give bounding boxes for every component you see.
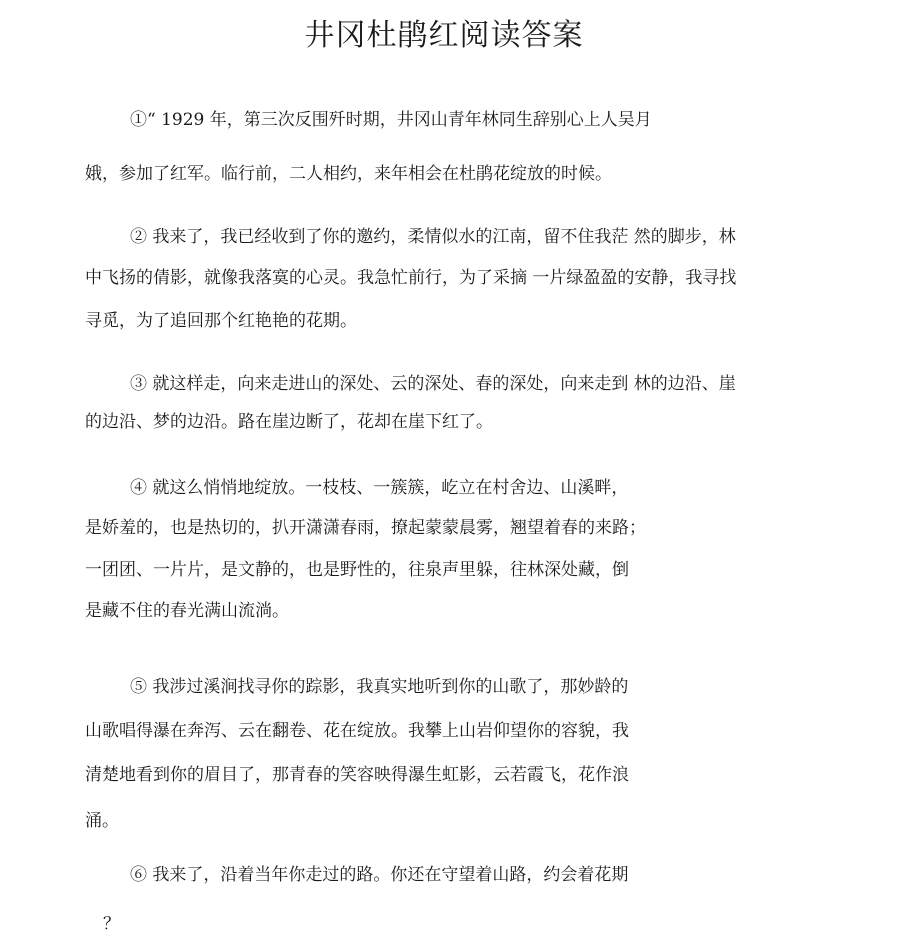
text-line: ①“ 1929 年，第三次反围歼时期，井冈山青年林同生辞别心上人吴月 [130, 110, 652, 130]
text-line: 清楚地看到你的眉目了，那青春的笑容映得瀑生虹影，云若霞飞，花作浪 [85, 765, 629, 785]
text-line: 的边沿、梦的边沿。路在崖边断了，花却在崖下红了。 [85, 412, 493, 432]
text-line: ③ 就这样走，向来走进山的深处、云的深处、春的深处，向来走到 林的边沿、崖 [130, 374, 736, 394]
text-line: 涌。 [85, 811, 119, 831]
page-title: 井冈杜鹃红阅读答案 [304, 18, 584, 53]
text-line: 一团团、一片片，是文静的，也是野性的，往泉声里躲，往林深处藏，倒 [85, 560, 629, 580]
text-line: 中飞扬的倩影，就像我落寞的心灵。我急忙前行，为了采摘 一片绿盈盈的安静，我寻找 [85, 268, 737, 288]
text-line: ② 我来了，我已经收到了你的邀约，柔情似水的江南，留不住我茫 然的脚步，林 [130, 227, 736, 247]
text-line: 是藏不住的春光满山流淌。 [85, 601, 289, 621]
text-line: 娥，参加了红军。临行前，二人相约，来年相会在杜鹃花绽放的时候。 [85, 164, 612, 184]
text-line: ⑤ 我涉过溪涧找寻你的踪影，我真实地听到你的山歌了，那妙龄的 [130, 677, 629, 697]
text-line: ④ 就这么悄悄地绽放。一枝枝、一簇簇，屹立在村舍边、山溪畔， [130, 478, 629, 498]
text-line: ？ [103, 914, 120, 934]
text-line: 山歌唱得瀑在奔泻、云在翻卷、花在绽放。我攀上山岩仰望你的容貌，我 [85, 721, 629, 741]
text-line: 是娇羞的，也是热切的，扒开潇潇春雨，撩起蒙蒙晨雾，翘望着春的来路； [85, 518, 646, 538]
text-line: ⑥ 我来了，沿着当年你走过的路。你还在守望着山路，约会着花期 [130, 865, 629, 885]
text-line: 寻觅，为了追回那个红艳艳的花期。 [85, 311, 357, 331]
